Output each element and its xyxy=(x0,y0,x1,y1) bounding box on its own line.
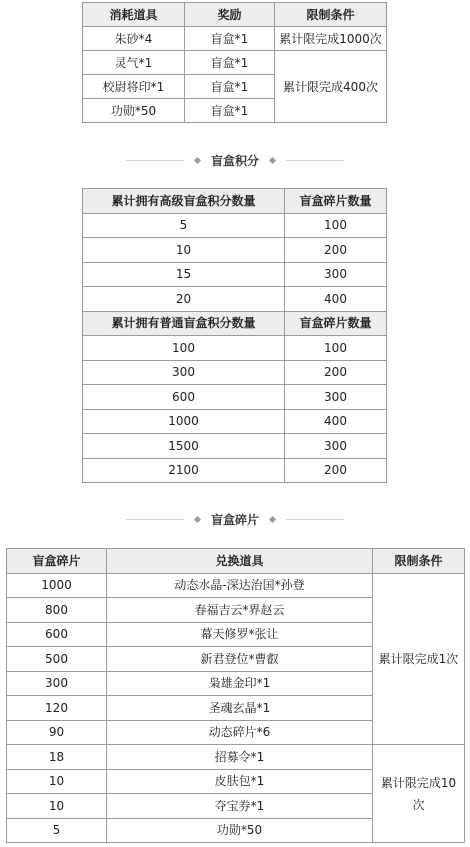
column-header: 盲盒碎片数量 xyxy=(285,311,387,336)
diamond-icon xyxy=(194,156,201,163)
exchange-item-cell: 夺宝券*1 xyxy=(107,794,373,819)
exchange-item-cell: 枭雄金印*1 xyxy=(107,671,373,696)
table-row xyxy=(83,238,387,263)
column-header: 奖励 xyxy=(185,3,275,27)
section-title-blind-box-fragments xyxy=(0,511,470,527)
section-title-blind-box-points xyxy=(0,152,470,168)
table-header-row xyxy=(7,549,465,574)
divider-line xyxy=(126,519,184,520)
exchange-item-cell: 动态碎片*6 xyxy=(107,720,373,745)
fragments-cell: 300 xyxy=(285,262,387,287)
points-cell: 1500 xyxy=(83,434,285,459)
column-header: 消耗道具 xyxy=(83,3,185,27)
exchange-item-cell: 功勋*50 xyxy=(107,818,373,843)
exchange-item-cell: 招募令*1 xyxy=(107,745,373,770)
item-cell: 校尉将印*1 xyxy=(83,75,185,99)
table-row xyxy=(83,213,387,238)
cost-cell: 500 xyxy=(7,647,107,672)
points-cell: 300 xyxy=(83,360,285,385)
table-row xyxy=(83,434,387,459)
reward-cell: 盲盒*1 xyxy=(185,99,275,123)
exchange-item-cell: 春福吉云*界赵云 xyxy=(107,598,373,623)
fragments-cell: 300 xyxy=(285,385,387,410)
table-row xyxy=(7,745,465,770)
cost-cell: 800 xyxy=(7,598,107,623)
divider-line xyxy=(286,519,344,520)
table-row xyxy=(83,409,387,434)
cost-cell: 600 xyxy=(7,622,107,647)
points-cell: 600 xyxy=(83,385,285,410)
exchange-item-cell: 幕天修罗*张让 xyxy=(107,622,373,647)
exchange-item-cell: 动态水晶-深达治国*孙登 xyxy=(107,573,373,598)
limit-cell: 累计限完成1000次 xyxy=(275,27,387,51)
points-fragments-table xyxy=(82,188,387,483)
points-cell: 100 xyxy=(83,336,285,361)
item-cell: 朱砂*4 xyxy=(83,27,185,51)
fragment-exchange-table xyxy=(6,548,465,843)
item-cell: 灵气*1 xyxy=(83,51,185,75)
consumable-reward-table xyxy=(82,2,387,123)
column-header: 累计拥有高级盲盒积分数量 xyxy=(83,189,285,214)
diamond-icon xyxy=(269,156,276,163)
points-cell: 2100 xyxy=(83,458,285,483)
cost-cell: 5 xyxy=(7,818,107,843)
fragments-cell: 200 xyxy=(285,360,387,385)
table-row xyxy=(7,573,465,598)
limit-cell: 累计限完成10次 xyxy=(373,745,465,843)
points-cell: 10 xyxy=(83,238,285,263)
cost-cell: 10 xyxy=(7,794,107,819)
cost-cell: 10 xyxy=(7,769,107,794)
cost-cell: 1000 xyxy=(7,573,107,598)
limit-cell: 累计限完成400次 xyxy=(275,51,387,123)
fragments-cell: 200 xyxy=(285,458,387,483)
cost-cell: 18 xyxy=(7,745,107,770)
fragments-cell: 200 xyxy=(285,238,387,263)
cost-cell: 300 xyxy=(7,671,107,696)
table-row xyxy=(83,262,387,287)
points-cell: 5 xyxy=(83,213,285,238)
column-header: 限制条件 xyxy=(373,549,465,574)
cost-cell: 120 xyxy=(7,696,107,721)
fragments-cell: 400 xyxy=(285,409,387,434)
diamond-icon xyxy=(194,515,201,522)
fragments-cell: 100 xyxy=(285,213,387,238)
table-row xyxy=(83,385,387,410)
cost-cell: 90 xyxy=(7,720,107,745)
fragments-cell: 400 xyxy=(285,287,387,312)
table-row xyxy=(83,51,387,75)
points-cell: 20 xyxy=(83,287,285,312)
reward-cell: 盲盒*1 xyxy=(185,75,275,99)
table-header-row xyxy=(83,311,387,336)
reward-cell: 盲盒*1 xyxy=(185,51,275,75)
exchange-item-cell: 新君登位*曹叡 xyxy=(107,647,373,672)
column-header: 限制条件 xyxy=(275,3,387,27)
fragments-cell: 100 xyxy=(285,336,387,361)
reward-cell: 盲盒*1 xyxy=(185,27,275,51)
points-cell: 15 xyxy=(83,262,285,287)
table-row xyxy=(83,336,387,361)
exchange-item-cell: 圣魂玄晶*1 xyxy=(107,696,373,721)
points-cell: 1000 xyxy=(83,409,285,434)
section-title-text: 盲盒碎片 xyxy=(210,512,259,527)
column-header: 兑换道具 xyxy=(107,549,373,574)
table-header-row xyxy=(83,189,387,214)
limit-cell: 累计限完成1次 xyxy=(373,573,465,745)
item-cell: 功勋*50 xyxy=(83,99,185,123)
divider-line xyxy=(286,160,344,161)
table-row xyxy=(83,458,387,483)
column-header: 盲盒碎片 xyxy=(7,549,107,574)
column-header: 累计拥有普通盲盒积分数量 xyxy=(83,311,285,336)
divider-line xyxy=(126,160,184,161)
column-header: 盲盒碎片数量 xyxy=(285,189,387,214)
table-header-row xyxy=(83,3,387,27)
table-row xyxy=(83,27,387,51)
section-title-text: 盲盒积分 xyxy=(210,153,259,168)
exchange-item-cell: 皮肤包*1 xyxy=(107,769,373,794)
table-row xyxy=(83,360,387,385)
fragments-cell: 300 xyxy=(285,434,387,459)
diamond-icon xyxy=(269,515,276,522)
table-row xyxy=(83,287,387,312)
